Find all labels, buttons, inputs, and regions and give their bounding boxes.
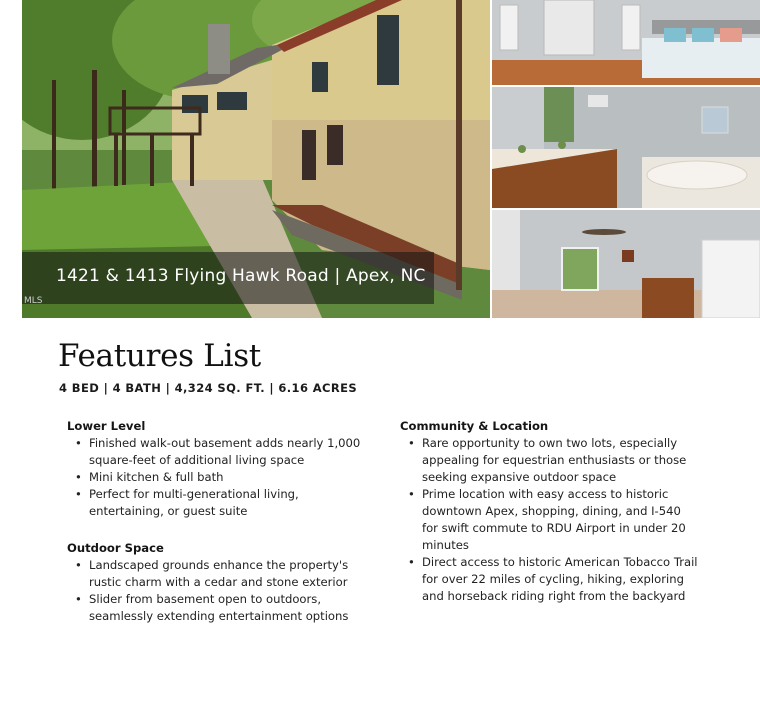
list-item: • Prime location with easy access to historic downtown Apex, shopping, dining, and I-540 for swift commute to RDU Airport in under 20 minutes [400, 486, 700, 554]
list-item: • Direct access to historic American Tobacco Trail for over 22 miles of cycling, hiking, exploring and horseback riding right from the backyard [400, 554, 700, 605]
property-stats: 4 BED | 4 BATH | 4,324 SQ. FT. | 6.16 ACRES [59, 381, 358, 395]
list-item: • Rare opportunity to own two lots, especially appealing for equestrian enthusiasts or those seeking expansive outdoor space [400, 435, 700, 486]
features-left-column [67, 418, 367, 625]
features-title: Features List [58, 338, 261, 374]
address-caption-bar [22, 252, 434, 304]
flyer-page [22, 0, 760, 720]
section-heading-outdoor-space: Outdoor Space [67, 541, 164, 555]
bathroom-photo [492, 87, 760, 208]
list-item: • Perfect for multi-generational living, entertaining, or guest suite [67, 486, 367, 520]
bedroom-photo [492, 0, 760, 85]
section-heading-lower-level: Lower Level [67, 419, 146, 433]
features-right-column [400, 418, 700, 605]
list-item: • Slider from basement open to outdoors, seamlessly extending entertainment options [67, 591, 367, 625]
outdoor-space-list [67, 557, 367, 625]
bedroom-illustration [492, 0, 760, 85]
list-item: • Landscaped grounds enhance the property's rustic charm with a cedar and stone exterior [67, 557, 367, 591]
list-item: • Finished walk-out basement adds nearly 1,000 square-feet of additional living space [67, 435, 367, 469]
basement-illustration [492, 210, 760, 318]
bathroom-illustration [492, 87, 760, 208]
section-heading-community-location: Community & Location [400, 419, 549, 433]
address-caption: 1421 & 1413 Flying Hawk Road | Apex, NC [56, 266, 426, 286]
lower-level-list [67, 435, 367, 520]
page-left-margin [0, 0, 23, 720]
hero-photo [22, 0, 490, 318]
basement-living-photo [492, 210, 760, 318]
community-location-list [400, 435, 700, 605]
list-item: • Mini kitchen & full bath [67, 469, 367, 486]
mls-watermark: MLS [24, 296, 43, 306]
